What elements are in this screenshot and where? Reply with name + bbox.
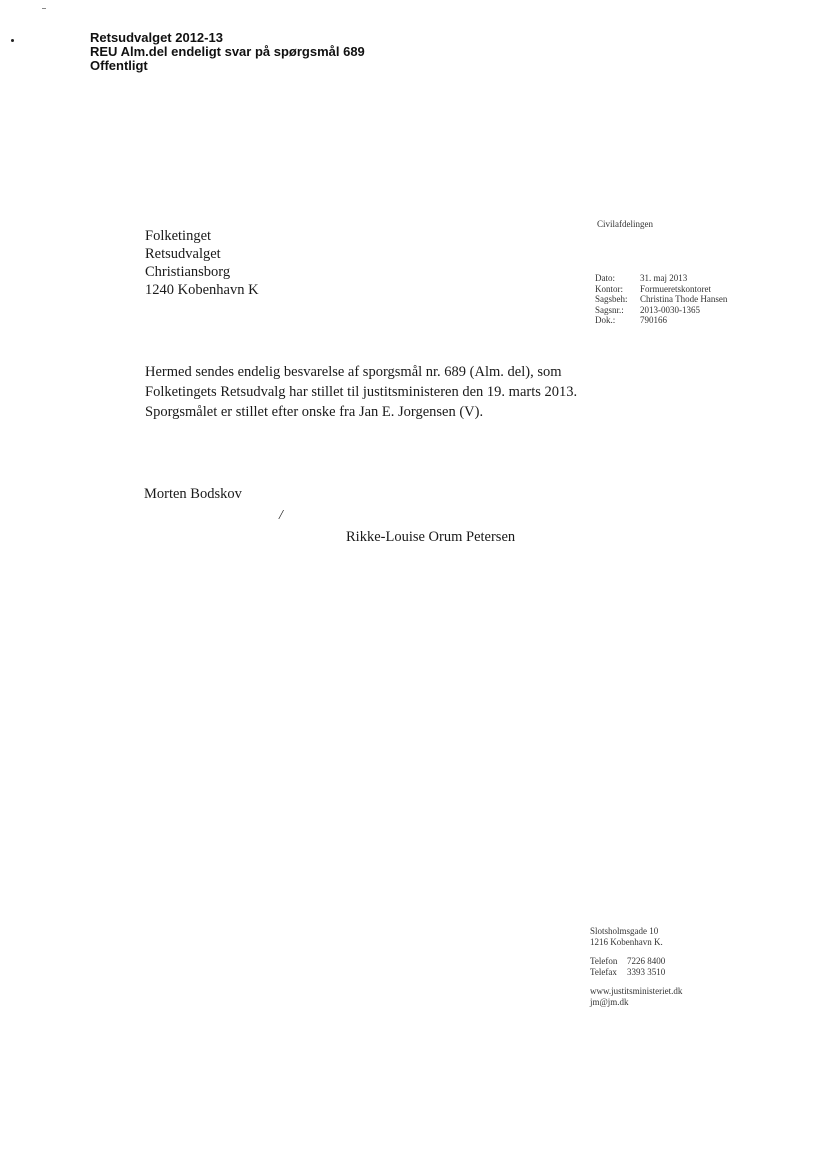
letter-body: [145, 362, 585, 422]
metadata-row: [595, 315, 727, 326]
metadata-row: [595, 294, 727, 305]
signature-separator: /: [279, 508, 283, 523]
header-committee: Retsudvalget 2012-13: [90, 30, 223, 45]
metadata-table: [595, 273, 727, 326]
body-line: Hermed sendes endelig besvarelse af sporgsmål nr. 689 (Alm. del), som: [145, 364, 562, 380]
phone-number: 7226 8400: [627, 956, 666, 966]
body-line: Folketingets Retsudvalg har stillet til justitsministeren den 19. marts 2013.: [145, 384, 578, 400]
recipient-line: Retsudvalget: [145, 246, 221, 262]
metadata-value: 31. maj 2013: [640, 273, 688, 283]
scan-speck: [42, 8, 46, 9]
metadata-value: Formueretskontoret: [640, 283, 711, 294]
metadata-label: Sagsnr.:: [595, 304, 624, 315]
metadata-row: [595, 273, 727, 284]
signatory-minister: Morten Bodskov: [144, 486, 242, 502]
metadata-value: 2013-0030-1365: [640, 304, 700, 315]
footer-city: 1216 Kobenhavn K.: [590, 937, 663, 947]
recipient-line: Folketinget: [145, 228, 212, 244]
footer-phones: [590, 956, 682, 978]
metadata-label: Kontor:: [595, 283, 623, 294]
metadata-label: Dato:: [595, 273, 615, 283]
metadata-value: 790166: [640, 315, 667, 325]
fax-label: Telefax: [590, 967, 617, 977]
document-header: [90, 31, 365, 73]
footer-address: [590, 926, 682, 948]
metadata-row: [595, 284, 727, 295]
recipient-line: Christiansborg: [145, 264, 231, 280]
footer-online: [590, 986, 682, 1008]
ministry-contact-footer: [590, 926, 682, 1016]
scan-dot: [11, 39, 14, 42]
metadata-label: Dok.:: [595, 315, 616, 325]
footer-website: www.justitsministeriet.dk: [590, 986, 683, 996]
metadata-row: [595, 305, 727, 316]
footer-street: Slotsholmsgade 10: [590, 926, 659, 936]
footer-phone: [590, 956, 682, 967]
phone-label: Telefon: [590, 956, 618, 966]
header-reference: REU Alm.del endeligt svar på spørgsmål 689: [90, 44, 365, 59]
signatory-official: Rikke-Louise Orum Petersen: [346, 529, 516, 545]
metadata-value: Christina Thode Hansen: [640, 294, 728, 304]
recipient-line: 1240 Kobenhavn K: [145, 282, 259, 298]
footer-fax: [590, 967, 682, 978]
recipient-address: [145, 227, 259, 299]
footer-email: jm@jm.dk: [590, 997, 629, 1007]
body-line: Sporgsmålet er stillet efter onske fra Jan E. Jorgensen (V).: [145, 404, 484, 420]
fax-number: 3393 3510: [627, 967, 666, 977]
metadata-label: Sagsbeh:: [595, 294, 628, 304]
department-name: Civilafdelingen: [597, 219, 653, 229]
header-status: Offentligt: [90, 58, 148, 73]
